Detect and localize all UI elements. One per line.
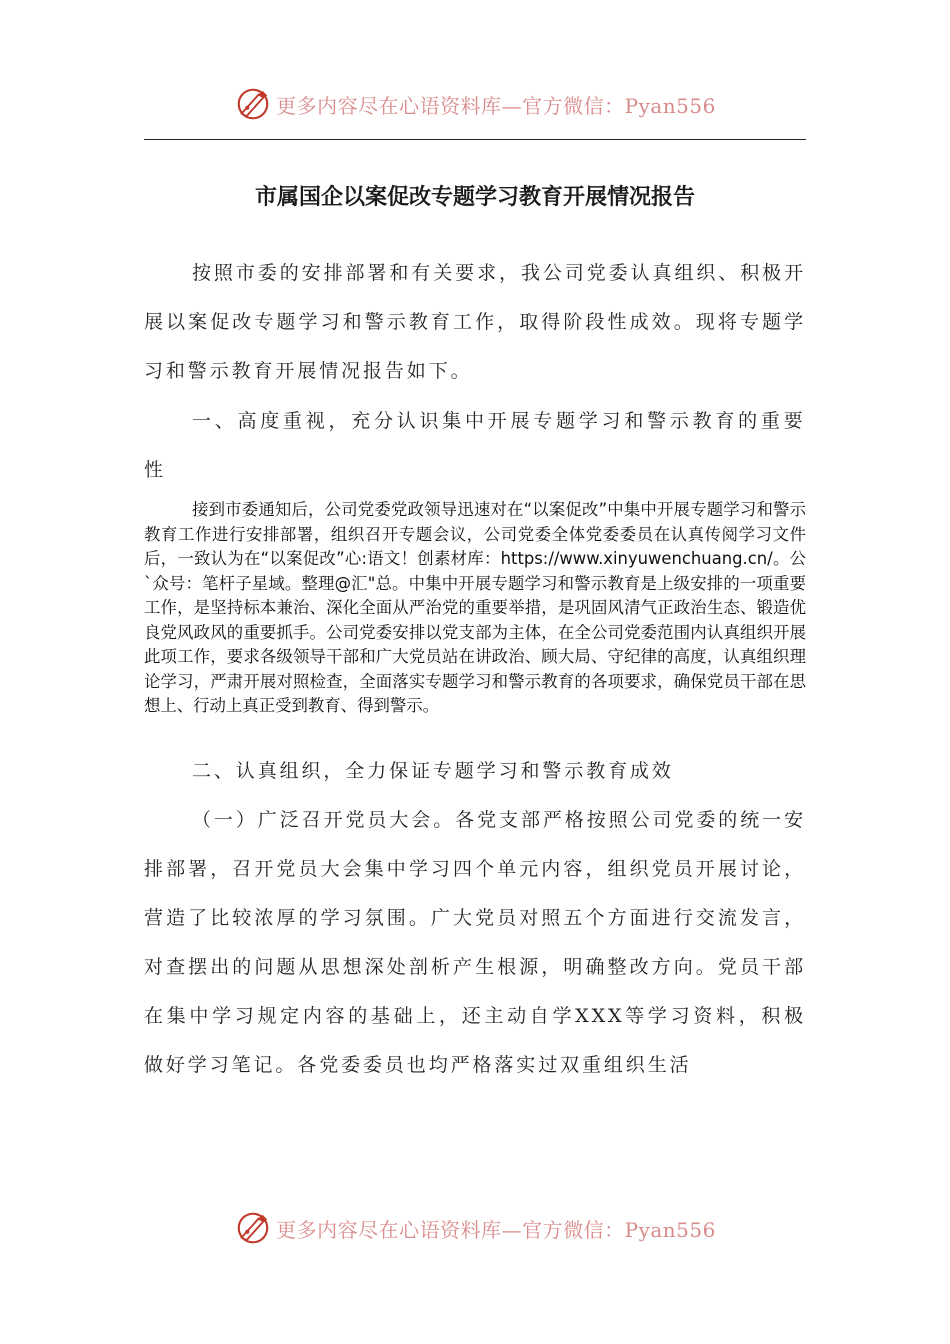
pen-nib-logo-icon bbox=[234, 85, 272, 123]
header-banner-text: 更多内容尽在心语资料库—官方微信：Pyan556 bbox=[276, 93, 716, 118]
pen-nib-logo-icon bbox=[234, 1209, 272, 1247]
footer-banner bbox=[0, 1206, 950, 1250]
section1-heading: 一、高度重视，充分认识集中开展专题学习和警示教育的重要性 bbox=[144, 410, 806, 481]
header-divider bbox=[144, 139, 806, 140]
intro-paragraph: 按照市委的安排部署和有关要求，我公司党委认真组织、积极开展以案促改专题学习和警示教育工作，取得阶段性成效。现将专题学习和警示教育开展情况报告如下。 bbox=[144, 262, 806, 382]
header-banner bbox=[0, 82, 950, 126]
section2-item1-paragraph: （一）广泛召开党员大会。各党支部严格按照公司党委的统一安排部署，召开党员大会集中学习四个单元内容，组织党员开展讨论，营造了比较浓厚的学习氛围。广大党员对照五个方面进行交流发言，对查摆出的问题从思想深处剖析产生根源，明确整改方向。党员干部在集中学习规定内容的基础上，还主动自学XXX等学习资料，积极做好学习笔记。各党委委员也均严格落实过双重组织生活 bbox=[144, 809, 806, 1076]
section1-body: 接到市委通知后，公司党委党政领导迅速对在“以案促改”中集中开展专题学习和警示教育工作进行安排部署，组织召开专题会议，公司党委全体党委委员在认真传阅学习文件后，一致认为在“以案促改”心:语文！创素材库：https://www.xinyuwenchuang.cn/。公`众号：笔杆子星域。整理@汇"总。中集中开展专题学习和警示教育是上级安排的一项重要工作，是坚持标本兼治、深化全面从严治党的重要举措，是巩固风清气正政治生态、锻造优良党风政风的重要抓手。公司党委安排以党支部为主体，在全公司党委范围内认真组织开展此项工作，要求各级领导干部和广大党员站在讲政治、顾大局、守纪律的高度，认真组织理论学习，严肃开展对照检查，全面落实专题学习和警示教育的各项要求，确保党员干部在思想上、行动上真正受到教育、得到警示。 bbox=[144, 500, 806, 715]
section2-heading: 二、认真组织，全力保证专题学习和警示教育成效 bbox=[192, 760, 674, 782]
footer-banner-text: 更多内容尽在心语资料库—官方微信：Pyan556 bbox=[276, 1217, 716, 1242]
document-title: 市属国企以案促改专题学习教育开展情况报告 bbox=[254, 185, 695, 210]
